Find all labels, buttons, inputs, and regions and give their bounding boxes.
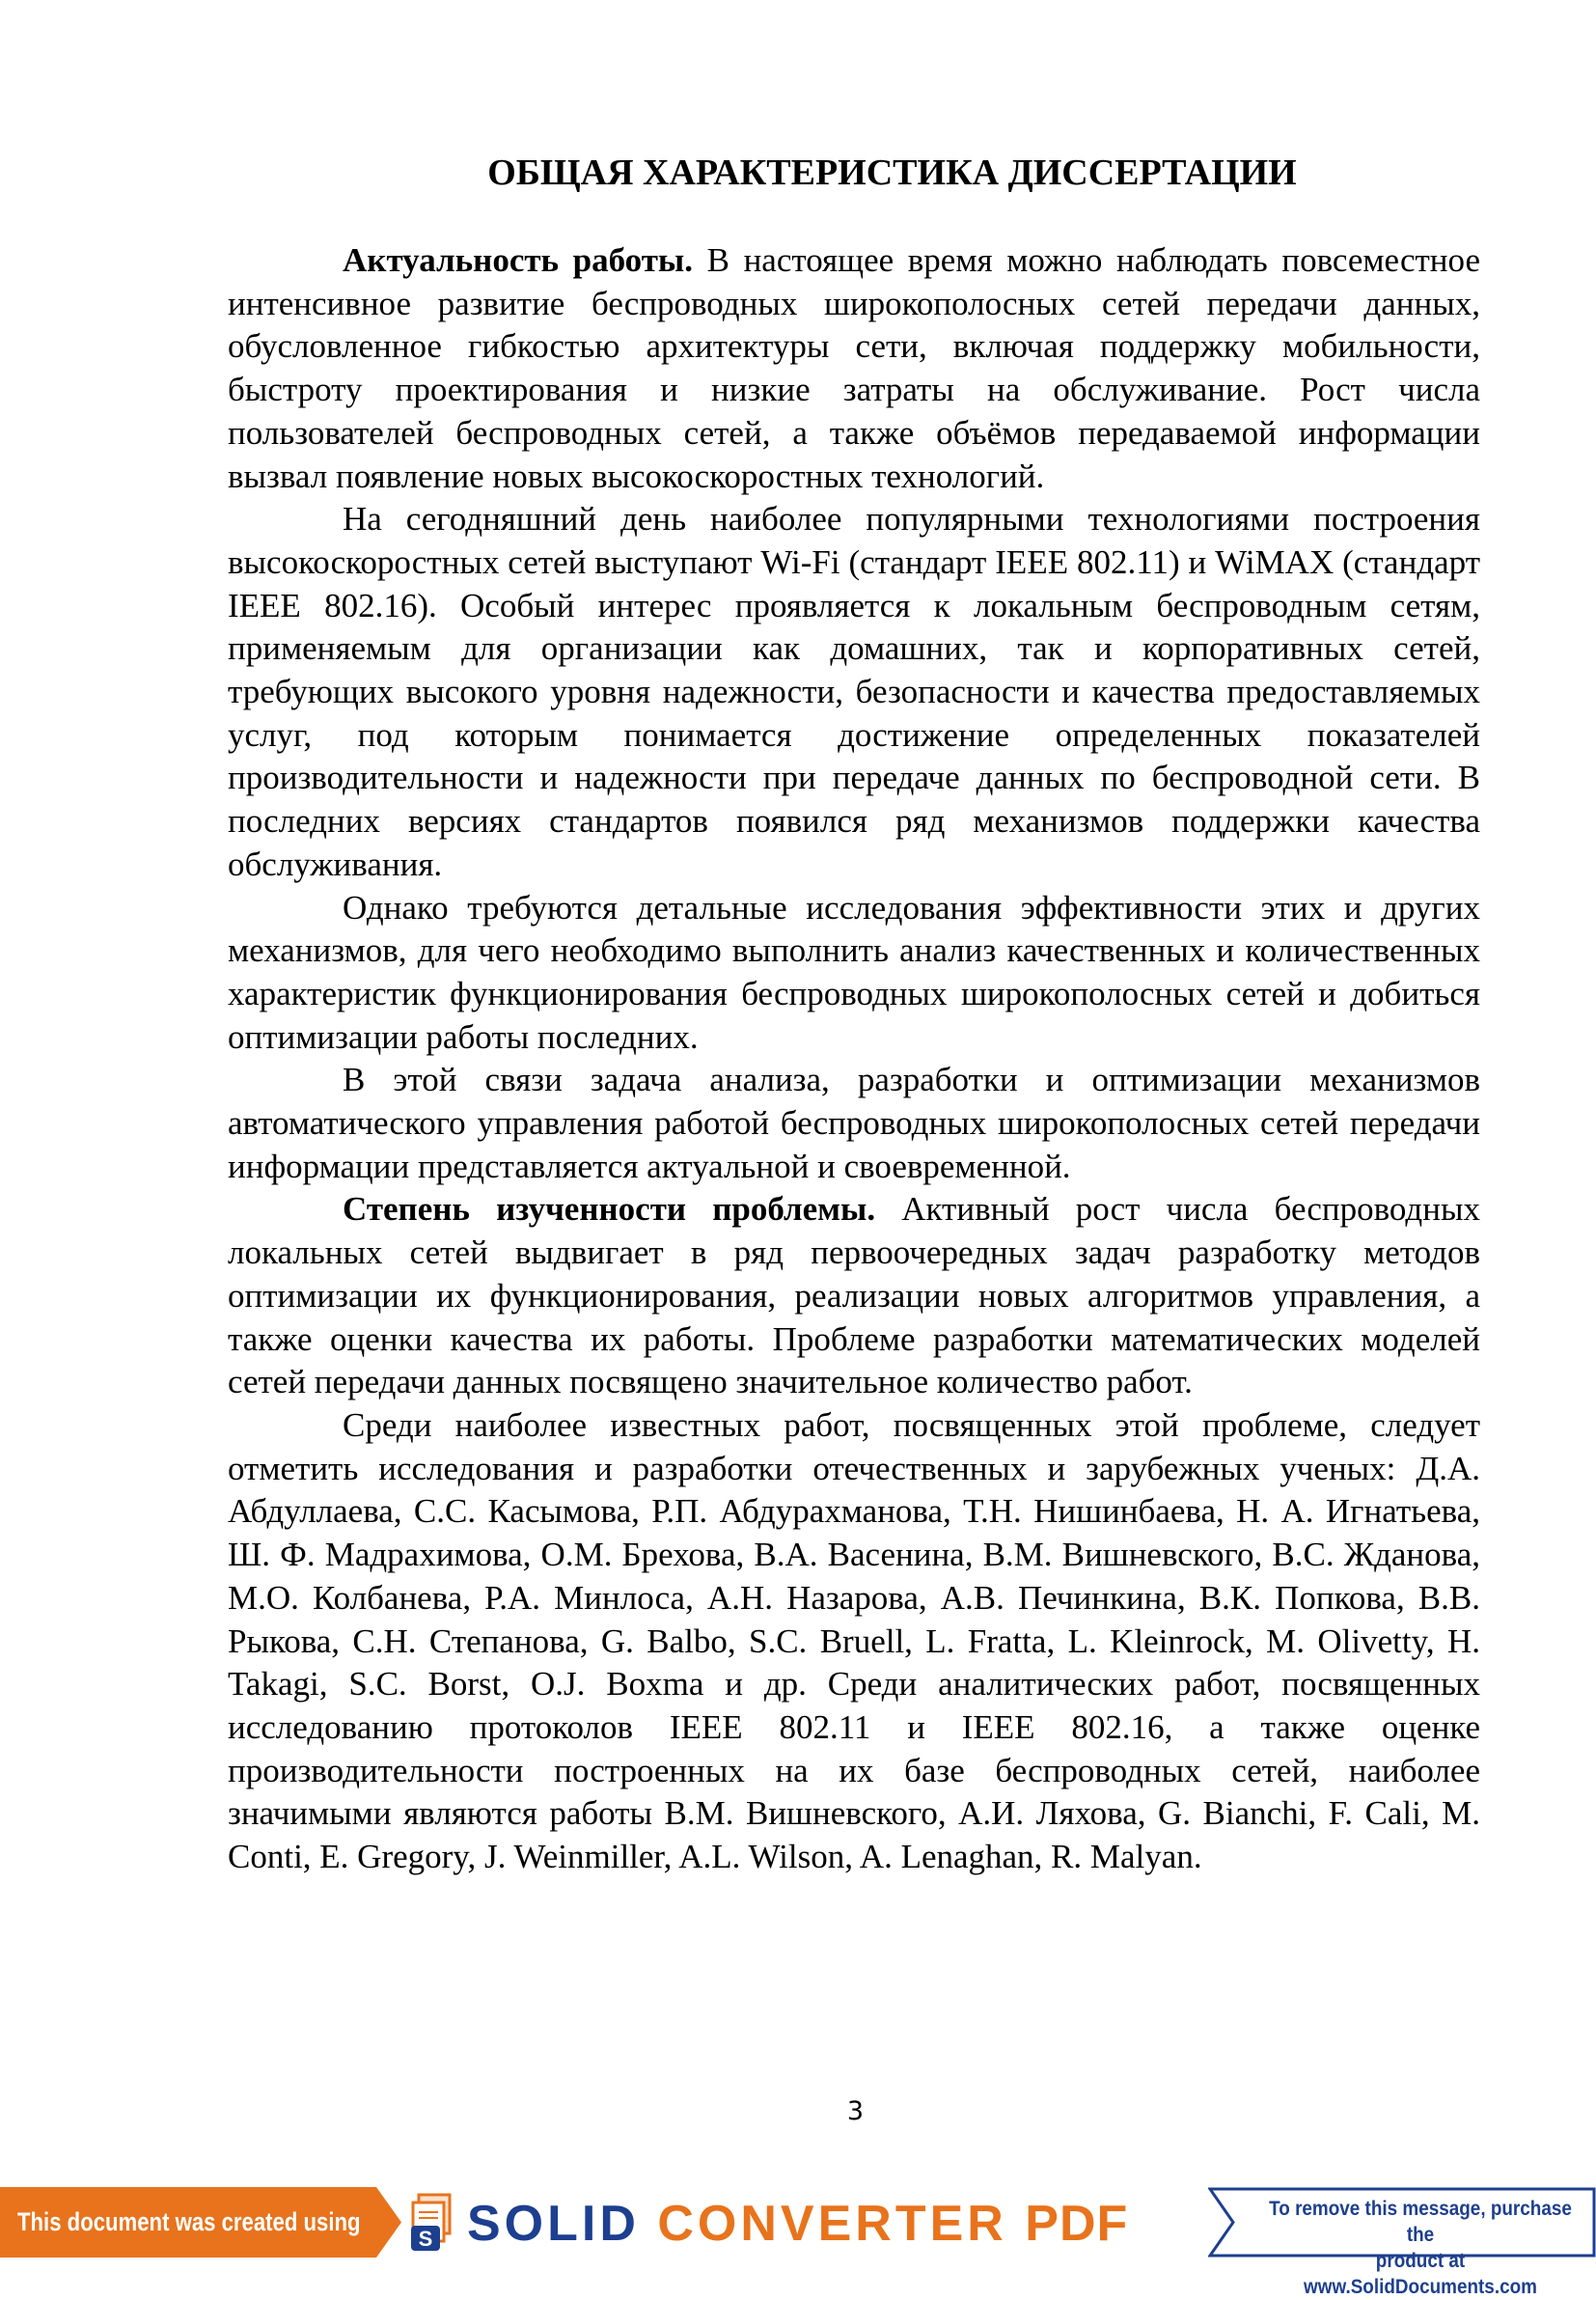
purchase-notice-text (1264, 2196, 1577, 2300)
product-word-converter: CONVERTER (657, 2196, 1007, 2252)
paragraph-lead: Степень изученности проблемы. (343, 1190, 876, 1229)
paragraph-text: Однако требуются детальные исследования эффективности этих и других механизмов, для чего необходимо выполнить анализ качественных и количественных характеристик функционирования беспроводных широкополосных сетей и добиться оптимизации работы последних. (228, 888, 1480, 1056)
watermark-product-name (467, 2187, 1128, 2258)
paragraph-text: На сегодняшний день наиболее популярными технологиями построения высокоскоростных сетей выступают Wi-Fi (стандарт IEEE 802.11) и WiMAX (стандарт IEEE 802.16). Особый интерес проявляется к локальным беспроводным сетям, применяемым для организации как домашних, так и корпоративных сетей, требующих высокого уровня надежности, безопасности и качества предоставляемых услуг, под которым понимается достижение определенных показателей производительности и надежности при передаче данных по беспроводной сети. В последних версиях стандартов появился ряд механизмов поддержки качества обслуживания. (228, 500, 1480, 883)
paragraph-text: Среди наиболее известных работ, посвященных этой проблеме, следует отметить исследования и разработки отечественных и зарубежных ученых: Д.А. Абдуллаева, С.С. Касымова, Р.П. Абдурахманова, Т.Н. Нишинбаева, Н. А. Игнатьева, Ш. Ф. Мадрахимова, О.М. Брехова, В.А. Васенина, В.М. Вишневского, В.С. Жданова, М.О. Колбанева, Р.А. Минлоса, А.Н. Назарова, А.В. Печинкина, В.К. Попкова, В.В. Рыкова, С.Н. Степанова, G. Balbo, S.C. Bruell, L. Fratta, L. Kleinrock, M. Olivetty, H. Takagi, S.C. Borst, O.J. Boxma и др. Среди аналитических работ, посвященных исследованию протоколов IEEE 802.11 и IEEE 802.16, а также оценке производительности построенных на их базе беспроводных сетей, наиболее значимыми являются работы В.М. Вишневского, А.И. Ляхова, G. Bianchi, F. Cali, M. Conti, E. Gregory, J. Weinmiller, A.L. Wilson, A. Lenaghan, R. Malyan. (228, 1405, 1480, 1876)
product-word-pdf: PDF (1025, 2196, 1129, 2252)
paragraph-text: Активный рост числа беспроводных локальных сетей выдвигает в ряд первоочередных задач разработку методов оптимизации их функционирования, реализации новых алгоритмов управления, а также оценки качества их работы. Проблеме разработки математических моделей сетей передачи данных посвящено значительное количество работ. (228, 1190, 1480, 1401)
paragraph-research-need (228, 887, 1480, 1060)
watermark-left-ribbon (0, 2187, 401, 2258)
page-number: 3 (846, 2096, 865, 2126)
watermark-purchase-notice[interactable] (1208, 2187, 1596, 2298)
purchase-notice-line-1: To remove this message, purchase the (1269, 2198, 1572, 2246)
paragraph-relevance (228, 239, 1480, 498)
paragraph-text: В этой связи задача анализа, разработки и оптимизации механизмов автоматического управления работой беспроводных широкополосных сетей передачи информации представляется актуальной и своевременной. (228, 1061, 1480, 1185)
product-word-solid: SOLID (467, 2196, 640, 2252)
watermark-banner (0, 2187, 1596, 2298)
paragraph-task (228, 1059, 1480, 1188)
page-title: ОБЩАЯ ХАРАКТЕРИСТИКА ДИССЕРТАЦИИ (487, 152, 1297, 193)
paragraph-text: В настоящее время можно наблюдать повсеместное интенсивное развитие беспроводных широкополосных сетей передачи данных, обусловленное гибкостью архитектуры сети, включая поддержку мобильности, быстроту проектирования и низкие затраты на обслуживание. Рост числа пользователей беспроводных сетей, а также объёмов передаваемой информации вызвал появление новых высокоскоростных технологий. (228, 241, 1480, 495)
purchase-notice-line-2: product at www.SolidDocuments.com (1304, 2250, 1537, 2298)
document-s-logo-icon (409, 2193, 454, 2253)
paragraph-known-works (228, 1404, 1480, 1879)
document-body (228, 239, 1480, 1879)
paragraph-problem-study (228, 1188, 1480, 1404)
paragraph-technologies (228, 498, 1480, 886)
paragraph-lead: Актуальность работы. (343, 241, 693, 279)
watermark-left-text: This document was created using (17, 2207, 361, 2236)
svg-text:S: S (418, 2227, 433, 2251)
